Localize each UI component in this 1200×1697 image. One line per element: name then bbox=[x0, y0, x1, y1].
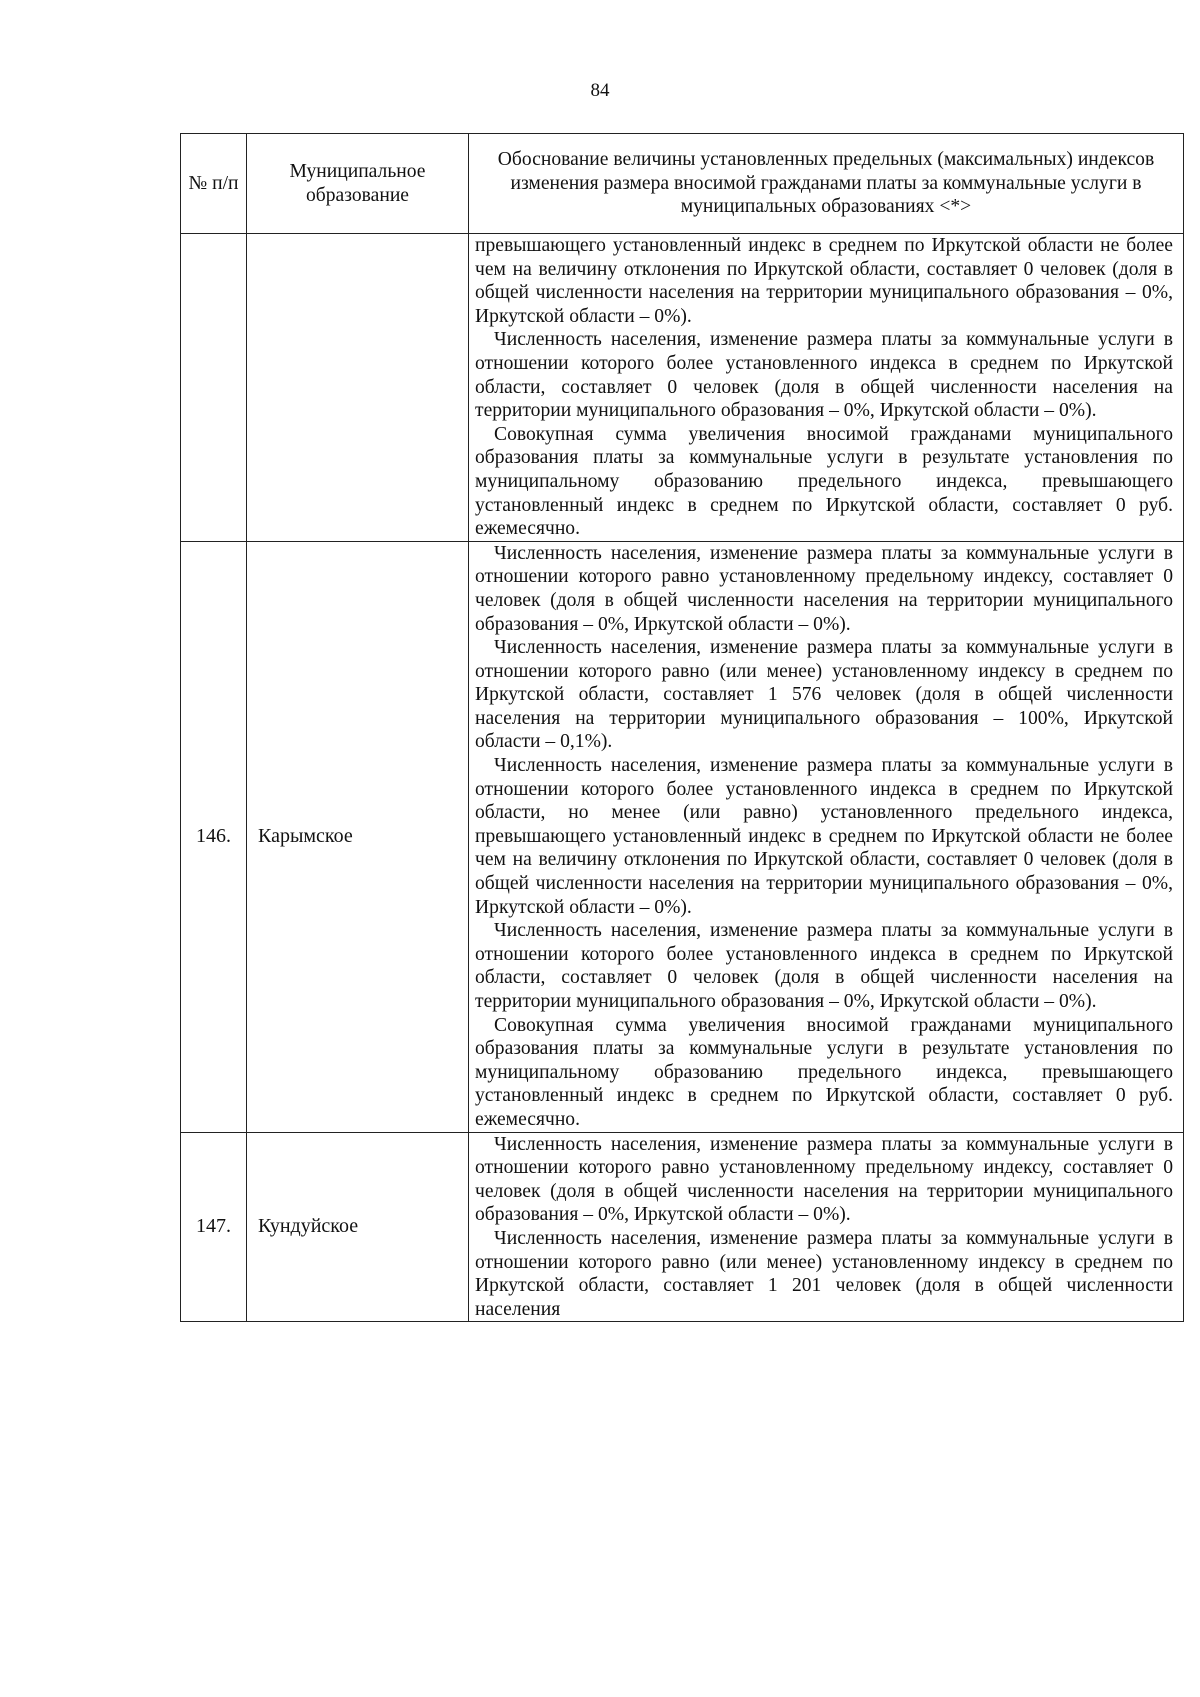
table-header-row bbox=[181, 134, 1184, 234]
justification-paragraph: Численность населения, изменение размера платы за коммунальные услуги в отношении которого равно установленному предельному индексу, составляет 0 человек (доля в общей численности населения на территории муниципального образования – 0%, Иркутской области – 0%). bbox=[475, 542, 1173, 635]
justification-paragraph: превышающего установленный индекс в среднем по Иркутской области не более чем на величину отклонения по Иркутской области, составляет 0 человек (доля в общей численности населения на территории муниципального образования – 0%, Иркутской области – 0%). bbox=[475, 235, 1173, 327]
justification-paragraph: Совокупная сумма увеличения вносимой гражданами муниципального образования платы за коммунальные услуги в результате установления по муниципальному образованию предельного индекса, превышающего установленный индекс в среднем по Иркутской области, составляет 0 руб. ежемесячно. bbox=[475, 423, 1173, 540]
header-number bbox=[181, 134, 247, 234]
row-justification bbox=[469, 234, 1184, 542]
header-justification bbox=[469, 134, 1184, 234]
municipal-index-table bbox=[180, 133, 1184, 1322]
row-municipality: Кундуйское bbox=[247, 1132, 469, 1322]
row-number: 146. bbox=[181, 541, 247, 1132]
table-row bbox=[181, 541, 1184, 1132]
table-row bbox=[181, 1132, 1184, 1322]
page-number: 84 bbox=[590, 80, 610, 101]
justification-paragraph: Численность населения, изменение размера платы за коммунальные услуги в отношении которого более установленного индекса в среднем по Иркутской области, составляет 0 человек (доля в общей численности населения на территории муниципального образования – 0%, Иркутской области – 0%). bbox=[475, 920, 1173, 1012]
header-municipality-label: Муниципальное образование bbox=[289, 160, 426, 206]
row-municipality bbox=[247, 234, 469, 542]
justification-paragraph: Численность населения, изменение размера платы за коммунальные услуги в отношении которого более установленного индекса в среднем по Иркутской области, но менее (или равно) установленного предельного индекса, превышающего установленный индекс в среднем по Иркутской области не более чем на величину отклонения по Иркутской области, составляет 0 человек (доля в общей численности населения на территории муниципального образования – 0%, Иркутской области – 0%). bbox=[475, 755, 1173, 918]
row-number: 147. bbox=[181, 1132, 247, 1322]
justification-paragraph: Совокупная сумма увеличения вносимой гражданами муниципального образования платы за коммунальные услуги в результате установления по муниципальному образованию предельного индекса, превышающего установленный индекс в среднем по Иркутской области, составляет 0 руб. ежемесячно. bbox=[475, 1014, 1173, 1130]
row-number bbox=[181, 234, 247, 542]
header-number-label: № п/п bbox=[188, 172, 239, 194]
justification-paragraph: Численность населения, изменение размера платы за коммунальные услуги в отношении которого равно установленному предельному индексу, составляет 0 человек (доля в общей численности населения на территории муниципального образования – 0%, Иркутской области – 0%). bbox=[475, 1133, 1173, 1226]
table-row bbox=[181, 234, 1184, 542]
header-municipality bbox=[247, 134, 469, 234]
row-justification bbox=[469, 541, 1184, 1132]
justification-paragraph: Численность населения, изменение размера платы за коммунальные услуги в отношении которого равно (или менее) установленному индексу в среднем по Иркутской области, составляет 1 201 человек (доля в общей численности населения bbox=[475, 1227, 1173, 1320]
justification-paragraph: Численность населения, изменение размера платы за коммунальные услуги в отношении которого более установленного индекса в среднем по Иркутской области, составляет 0 человек (доля в общей численности населения на территории муниципального образования – 0%, Иркутской области – 0%). bbox=[475, 329, 1173, 422]
row-justification bbox=[469, 1132, 1184, 1322]
justification-paragraph: Численность населения, изменение размера платы за коммунальные услуги в отношении которого равно (или менее) установленному индексу в среднем по Иркутской области, составляет 1 576 человек (доля в общей численности населения на территории муниципального образования – 100%, Иркутской области – 0,1%). bbox=[475, 637, 1173, 753]
row-municipality: Карымское bbox=[247, 541, 469, 1132]
header-justification-label: Обоснование величины установленных предельных (максимальных) индексов изменения размера вносимой гражданами платы за коммунальные услуги в муниципальных образованиях <*> bbox=[497, 149, 1155, 218]
